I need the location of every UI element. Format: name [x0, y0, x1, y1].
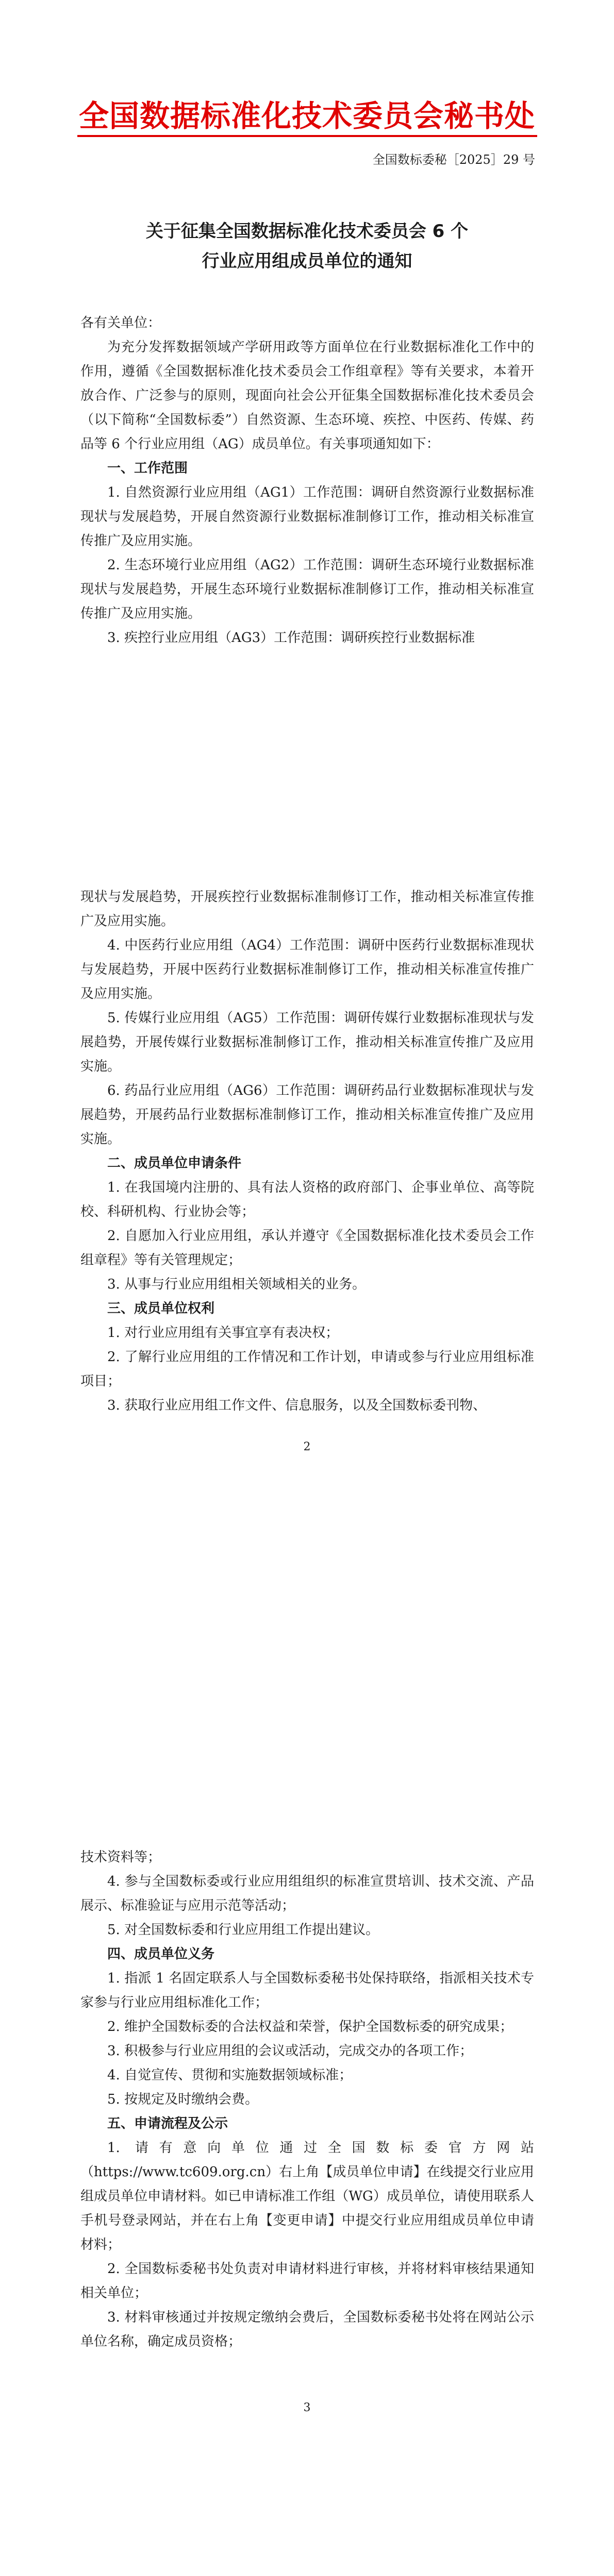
list-item-continuation: 技术资料等； [80, 1850, 161, 1865]
list-item: 5. 按规定及时缴纳会费。 [107, 2092, 259, 2107]
list-item: 4. 自觉宣传、贯彻和实施数据领域标准； [107, 2067, 353, 2083]
list-item: 5. 对全国数标委和行业应用组工作提出建议。 [107, 1922, 379, 1938]
list-item: 3. 积极参与行业应用组的会议或活动，完成交办的各项工作； [107, 2043, 473, 2059]
list-item: 5. 传媒行业应用组（AG5）工作范围：调研传媒行业数据标准现状与发展趋势，开展传媒行业数据标准制修订工作，推动相关标准宣传推广及应用实施。 [80, 1010, 534, 1074]
list-item: 2. 生态环境行业应用组（AG2）工作范围：调研生态环境行业数据标准现状与发展趋势，开展生态环境行业数据标准制修订工作，推动相关标准宣传推广及应用实施。 [80, 557, 534, 621]
notice-title-line-2: 行业应用组成员单位的通知 [202, 251, 412, 272]
list-item: 2. 了解行业应用组的工作情况和工作计划，申请或参与行业应用组标准项目； [80, 1349, 534, 1389]
section-3-heading: 三、成员单位权利 [107, 1301, 215, 1316]
list-item: 2. 全国数标委秘书处负责对申请材料进行审核，并将材料审核结果通知相关单位； [80, 2261, 534, 2301]
salutation: 各有关单位： [80, 315, 161, 331]
list-item: 3. 从事与行业应用组相关领域相关的业务。 [107, 1277, 366, 1292]
issuing-org-title: 全国数据标准化技术委员会秘书处 [78, 98, 535, 133]
page-number: 2 [303, 1440, 311, 1453]
list-item: 6. 药品行业应用组（AG6）工作范围：调研药品行业数据标准现状与发展趋势，开展药品行业数据标准制修订工作，推动相关标准宣传推广及应用实施。 [80, 1083, 534, 1147]
list-item: 4. 中医药行业应用组（AG4）工作范围：调研中医药行业数据标准现状与发展趋势，开展中医药行业数据标准制修订工作，推动相关标准宣传推广及应用实施。 [80, 938, 534, 1002]
section-5-heading: 五、申请流程及公示 [107, 2116, 228, 2131]
notice-title-line-1: 关于征集全国数据标准化技术委员会 6 个 [145, 221, 469, 242]
section-1-heading: 一、工作范围 [107, 461, 188, 476]
list-item: 1. 指派 1 名固定联系人与全国数标委秘书处保持联络，指派相关技术专家参与行业应用组标准化工作； [80, 1971, 534, 2010]
list-item-continuation: 现状与发展趋势，开展疾控行业数据标准制修订工作，推动相关标准宣传推广及应用实施。 [80, 889, 534, 929]
list-item: 1. 请有意向单位通过全国数标委官方网站（https://www.tc609.org.cn）右上角【成员单位申请】在线提交行业应用组成员单位申请材料。如已申请标准工作组（WG）成员单位，请使用联系人手机号登录网站，并在右上角【变更申请】中提交行业应用组成员单位申请材料； [80, 2140, 534, 2252]
intro-paragraph: 为充分发挥数据领域产学研用政等方面单位在行业数据标准化工作中的作用，遵循《全国数据标准化技术委员会工作组章程》等有关要求，本着开放合作、广泛参与的原则，现面向社会公开征集全国数据标准化技术委员会（以下简称“全国数标委”）自然资源、生态环境、疾控、中医药、传媒、药品等 6 个行业应用组（AG）成员单位。有关事项通知如下： [80, 340, 534, 452]
list-item: 3. 材料审核通过并按规定缴纳会费后，全国数标委秘书处将在网站公示单位名称，确定成员资格； [80, 2310, 534, 2349]
page-1-body [80, 311, 534, 650]
red-divider-line [77, 135, 537, 137]
page-3-body [80, 1845, 534, 2354]
list-item: 1. 对行业应用组有关事宜享有表决权； [107, 1325, 339, 1341]
list-item: 3. 疾控行业应用组（AG3）工作范围：调研疾控行业数据标准 [107, 630, 475, 646]
notice-title [0, 216, 614, 276]
list-item: 2. 维护全国数标委的合法权益和荣誉，保护全国数标委的研究成果； [107, 2019, 513, 2035]
section-2-heading: 二、成员单位申请条件 [107, 1156, 242, 1171]
list-item: 3. 获取行业应用组工作文件、信息服务，以及全国数标委刊物、 [107, 1398, 487, 1413]
page-2-body [80, 885, 534, 1418]
list-item: 1. 在我国境内注册的、具有法人资格的政府部门、企事业单位、高等院校、科研机构、行业协会等； [80, 1180, 534, 1219]
section-4-heading: 四、成员单位义务 [107, 1946, 215, 1962]
list-item: 2. 自愿加入行业应用组，承认并遵守《全国数据标准化技术委员会工作组章程》等有关管理规定； [80, 1228, 534, 1268]
document-number: 全国数标委秘［2025］29 号 [372, 152, 535, 167]
page-number: 3 [303, 2401, 311, 2414]
list-item: 4. 参与全国数标委或行业应用组组织的标准宣贯培训、技术交流、产品展示、标准验证与应用示范等活动； [80, 1874, 534, 1913]
list-item: 1. 自然资源行业应用组（AG1）工作范围：调研自然资源行业数据标准现状与发展趋势，开展自然资源行业数据标准制修订工作，推动相关标准宣传推广及应用实施。 [80, 485, 534, 549]
